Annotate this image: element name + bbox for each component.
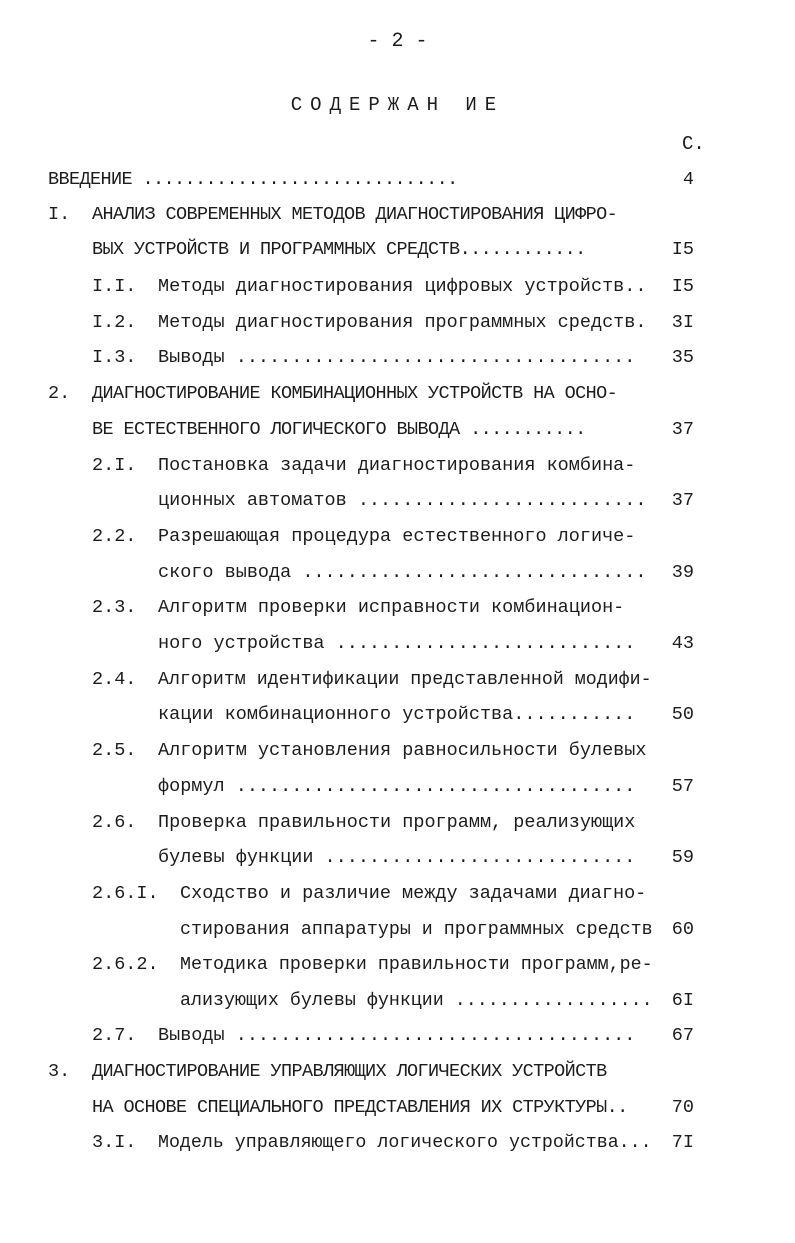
toc-entry-page: 43: [671, 633, 694, 654]
toc-entry-number: 2.: [48, 383, 71, 404]
toc-entry-number: 3.: [48, 1061, 71, 1082]
toc-entry-page: 7I: [671, 1132, 694, 1153]
toc-entry-text: Проверка правильности программ, реализующих: [158, 812, 636, 833]
toc-entry-number: 2.6.2.: [92, 954, 159, 975]
toc-entry-page: 60: [671, 919, 694, 940]
toc-entry-number: 2.6.: [92, 812, 137, 833]
toc-entry-number: I.: [48, 204, 71, 225]
toc-entry-page: 50: [671, 704, 694, 725]
toc-entry-number: 2.5.: [92, 740, 137, 761]
toc-entry-text-continued: формул ....................................: [158, 776, 636, 797]
toc-entry-number: I.3.: [92, 347, 137, 368]
toc-entry-text: ВВЕДЕНИЕ ..............................: [48, 169, 458, 190]
toc-entry-text: Разрешающая процедура естественного логиче-: [158, 526, 636, 547]
toc-entry-page: 39: [671, 562, 694, 583]
toc-entry-page: I5: [671, 239, 694, 260]
toc-entry-text: Модель управляющего логического устройства...: [158, 1132, 652, 1153]
toc-entry-text-continued: ционных автоматов ..........................: [158, 490, 647, 511]
toc-entry-number: 2.2.: [92, 526, 137, 547]
toc-entry-text: Алгоритм установления равносильности булевых: [158, 740, 647, 761]
toc-entry-number: I.I.: [92, 276, 137, 297]
toc-entry-number: 2.3.: [92, 597, 137, 618]
toc-entry-text-continued: кации комбинационного устройства...........: [158, 704, 636, 725]
toc-entry-text: Алгоритм идентификации представленной модифи-: [158, 669, 652, 690]
toc-entry-text: Сходство и различие между задачами диагно-: [180, 883, 647, 904]
toc-entry-text: Постановка задачи диагностирования комбина-: [158, 455, 636, 476]
toc-entry-text-continued: стирования аппаратуры и программных средств: [180, 919, 653, 940]
toc-entry-text: Алгоритм проверки исправности комбинацион-: [158, 597, 625, 618]
toc-entry-page: 6I: [671, 990, 694, 1011]
toc-entry-text: Выводы ....................................: [158, 347, 636, 368]
toc-entry-text-continued: ВЫХ УСТРОЙСТВ И ПРОГРАММНЫХ СРЕДСТВ............: [92, 239, 586, 260]
page-title: СОДЕРЖАН ИЕ: [290, 94, 505, 116]
page-column-header: С.: [682, 133, 705, 155]
toc-entry-number: 2.6.I.: [92, 883, 159, 904]
toc-entry-page: 67: [671, 1025, 694, 1046]
toc-entry-text: Методы диагностирования программных средств.: [158, 312, 647, 333]
toc-entry-text-continued: ного устройства ...........................: [158, 633, 636, 654]
toc-entry-page: 35: [671, 347, 694, 368]
toc-entry-number: 2.7.: [92, 1025, 137, 1046]
toc-entry-text: Выводы ....................................: [158, 1025, 636, 1046]
toc-entry-page: 3I: [671, 312, 694, 333]
toc-entry-page: 37: [671, 419, 694, 440]
toc-entry-text-continued: булевы функции ............................: [158, 847, 636, 868]
toc-entry-page: 37: [671, 490, 694, 511]
toc-entry-text: Методика проверки правильности программ,ре-: [180, 954, 653, 975]
toc-entry-page: 4: [682, 169, 694, 190]
toc-entry-number: 2.4.: [92, 669, 137, 690]
toc-entry-page: I5: [671, 276, 694, 297]
toc-entry-text: Методы диагностирования цифровых устройств..: [158, 276, 647, 297]
toc-entry-text-continued: НА ОСНОВЕ СПЕЦИАЛЬНОГО ПРЕДСТАВЛЕНИЯ ИХ СТРУКТУРЫ..: [92, 1097, 628, 1118]
toc-entry-text: ДИАГНОСТИРОВАНИЕ УПРАВЛЯЮЩИХ ЛОГИЧЕСКИХ УСТРОЙСТВ: [92, 1061, 607, 1082]
toc-entry-page: 70: [671, 1097, 694, 1118]
toc-entry-text-continued: ализующих булевы функции ..................: [180, 990, 653, 1011]
toc-entry-number: I.2.: [92, 312, 137, 333]
toc-entry-text-continued: ВЕ ЕСТЕСТВЕННОГО ЛОГИЧЕСКОГО ВЫВОДА ...........: [92, 419, 586, 440]
toc-entry-text-continued: ского вывода ...............................: [158, 562, 647, 583]
toc-entry-number: 3.I.: [92, 1132, 137, 1153]
toc-entry-number: 2.I.: [92, 455, 137, 476]
toc-entry-text: АНАЛИЗ СОВРЕМЕННЫХ МЕТОДОВ ДИАГНОСТИРОВАНИЯ ЦИФРО-: [92, 204, 618, 225]
page-number: - 2 -: [367, 30, 428, 53]
toc-entry-page: 57: [671, 776, 694, 797]
toc-entry-text: ДИАГНОСТИРОВАНИЕ КОМБИНАЦИОННЫХ УСТРОЙСТВ НА ОСНО-: [92, 383, 618, 404]
toc-entry-page: 59: [671, 847, 694, 868]
